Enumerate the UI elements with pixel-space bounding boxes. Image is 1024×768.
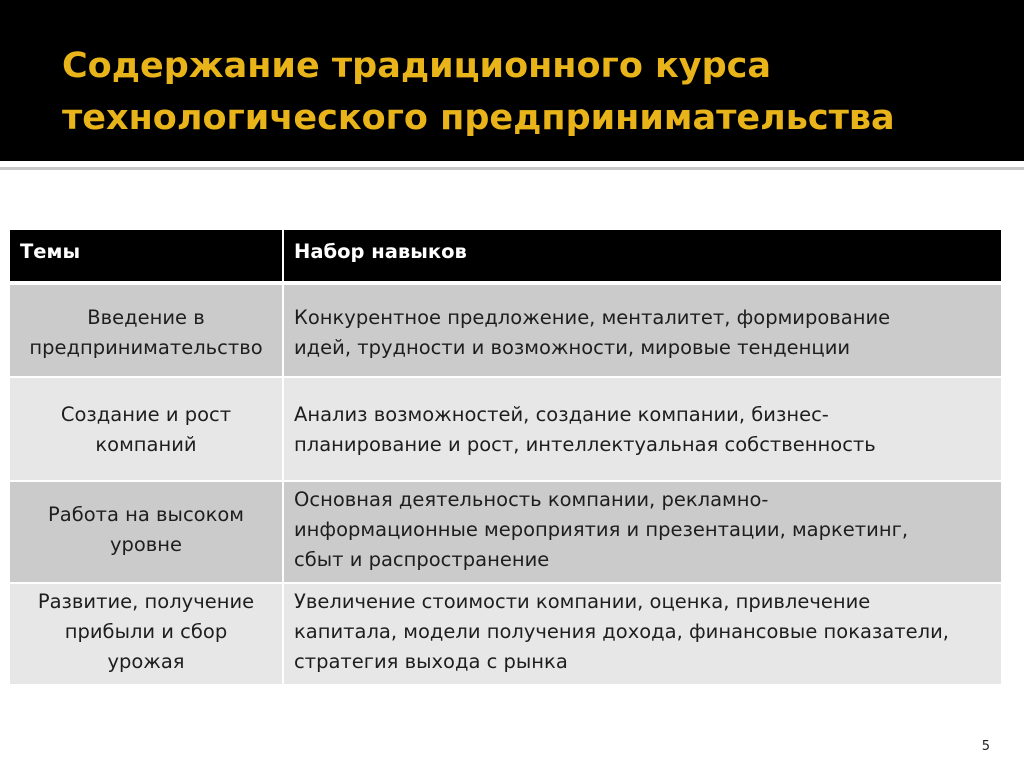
table-header-row	[10, 230, 1001, 283]
skills-line: Конкурентное предложение, менталитет, формирование	[294, 306, 891, 329]
topic-cell	[10, 283, 283, 377]
skills-line: Увеличение стоимости компании, оценка, привлечение	[294, 590, 871, 613]
slide-body	[0, 161, 1024, 768]
skills-line: капитала, модели получения дохода, финансовые показатели,	[294, 620, 949, 643]
course-topics-table	[10, 230, 1001, 686]
topic-cell	[10, 377, 283, 481]
topic-line: Создание и рост	[60, 403, 232, 426]
title-separator	[0, 167, 1024, 170]
topic-line: предпринимательство	[29, 336, 263, 359]
slide-title	[62, 40, 1002, 144]
skills-cell	[283, 283, 1001, 377]
header-skills: Набор навыков	[283, 230, 1001, 283]
skills-line: Анализ возможностей, создание компании, бизнес-	[294, 403, 829, 426]
topic-cell	[10, 583, 283, 685]
skills-line: сбыт и распространение	[294, 548, 550, 571]
topic-line: Введение в	[87, 306, 205, 329]
skills-cell	[283, 583, 1001, 685]
skills-line: Основная деятельность компании, рекламно-	[294, 488, 769, 511]
topic-line: урожая	[107, 650, 185, 673]
table-row	[10, 583, 1001, 685]
topic-line: прибыли и сбор	[64, 620, 228, 643]
topic-line: Развитие, получение	[37, 590, 255, 613]
topic-line: компаний	[95, 433, 197, 456]
title-bar	[0, 0, 1024, 161]
topic-cell	[10, 481, 283, 583]
header-topics: Темы	[10, 230, 283, 283]
skills-line: идей, трудности и возможности, мировые тенденции	[294, 336, 851, 359]
table-row	[10, 481, 1001, 583]
slide-number: 5	[981, 739, 990, 754]
table-row	[10, 283, 1001, 377]
skills-cell	[283, 377, 1001, 481]
topic-line: уровне	[109, 533, 183, 556]
skills-line: стратегия выхода с рынка	[294, 650, 568, 673]
slide-title-line-2: технологического предпринимательства	[62, 98, 895, 138]
slide-title-line-1: Содержание традиционного курса	[62, 46, 772, 86]
topic-line: Работа на высоком	[47, 503, 245, 526]
skills-cell	[283, 481, 1001, 583]
table-row	[10, 377, 1001, 481]
skills-line: информационные мероприятия и презентации, маркетинг,	[294, 518, 909, 541]
skills-line: планирование и рост, интеллектуальная собственность	[294, 433, 876, 456]
